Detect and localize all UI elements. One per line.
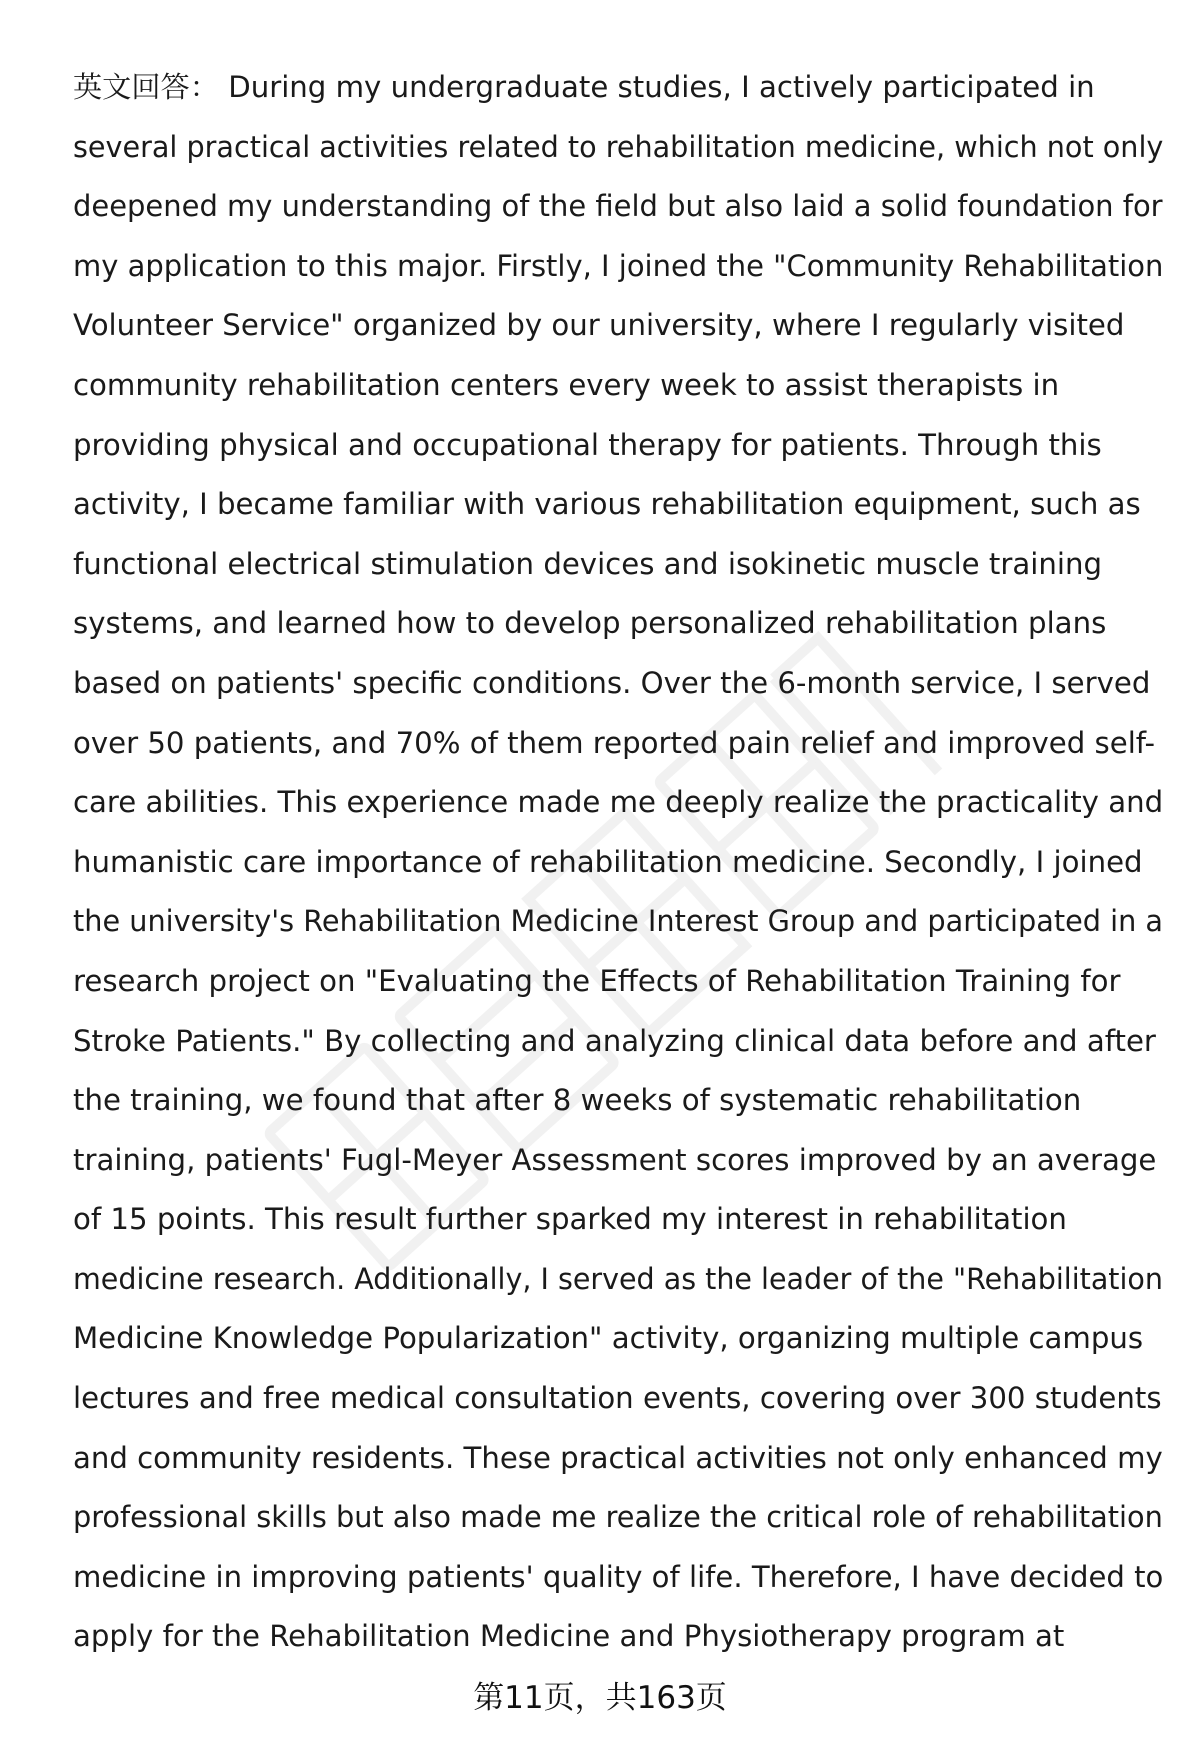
page-indicator: 第11页，共163页 — [473, 1680, 727, 1716]
answer-body — [73, 58, 1163, 1667]
text-line-1: several practical activities related to rehabilitation medicine, which not only — [73, 129, 1164, 164]
text-line-16: Stroke Patients." By collecting and analyzing clinical data before and after — [73, 1023, 1156, 1058]
text-line-22: lectures and free medical consultation events, covering over 300 students — [73, 1381, 1162, 1416]
text-line-0: During my undergraduate studies, I actively participated in — [228, 70, 1095, 104]
text-line-21: Medicine Knowledge Popularization" activity, organizing multiple campus — [73, 1321, 1144, 1356]
text-line-18: training, patients' Fugl-Meyer Assessment scores improved by an average — [73, 1142, 1157, 1177]
text-line-5: community rehabilitation centers every week to assist therapists in — [73, 367, 1060, 402]
text-line-13: humanistic care importance of rehabilitation medicine. Secondly, I joined — [73, 844, 1143, 879]
text-line-24: professional skills but also made me realize the critical role of rehabilitation — [73, 1500, 1163, 1535]
text-line-4: Volunteer Service" organized by our university, where I regularly visited — [73, 308, 1125, 343]
text-line-23: and community residents. These practical activities not only enhanced my — [73, 1440, 1163, 1475]
text-line-20: medicine research. Additionally, I served as the leader of the "Rehabilitation — [73, 1261, 1163, 1296]
text-line-15: research project on "Evaluating the Effects of Rehabilitation Training for — [73, 963, 1121, 998]
text-line-2: deepened my understanding of the field but also laid a solid foundation for — [73, 189, 1163, 224]
answer-label: 英文回答： — [73, 70, 229, 104]
text-line-6: providing physical and occupational therapy for patients. Through this — [73, 427, 1102, 462]
text-line-12: care abilities. This experience made me deeply realize the practicality and — [73, 785, 1164, 820]
text-line-10: based on patients' specific conditions. Over the 6-month service, I served — [73, 665, 1151, 700]
text-line-14: the university's Rehabilitation Medicine Interest Group and participated in a — [73, 904, 1163, 939]
text-line-8: functional electrical stimulation devices and isokinetic muscle training — [73, 546, 1102, 581]
text-line-19: of 15 points. This result further sparked my interest in rehabilitation — [73, 1202, 1067, 1237]
text-line-11: over 50 patients, and 70% of them reported pain relief and improved self- — [73, 725, 1156, 760]
text-line-17: the training, we found that after 8 weeks of systematic rehabilitation — [73, 1083, 1082, 1118]
text-line-9: systems, and learned how to develop personalized rehabilitation plans — [73, 606, 1107, 641]
text-line-7: activity, I became familiar with various rehabilitation equipment, such as — [73, 487, 1141, 522]
text-line-26: apply for the Rehabilitation Medicine and Physiotherapy program at — [73, 1619, 1065, 1654]
text-line-25: medicine in improving patients' quality of life. Therefore, I have decided to — [73, 1559, 1164, 1594]
text-line-3: my application to this major. Firstly, I joined the "Community Rehabilitation — [73, 248, 1164, 283]
text-line — [73, 58, 1163, 118]
